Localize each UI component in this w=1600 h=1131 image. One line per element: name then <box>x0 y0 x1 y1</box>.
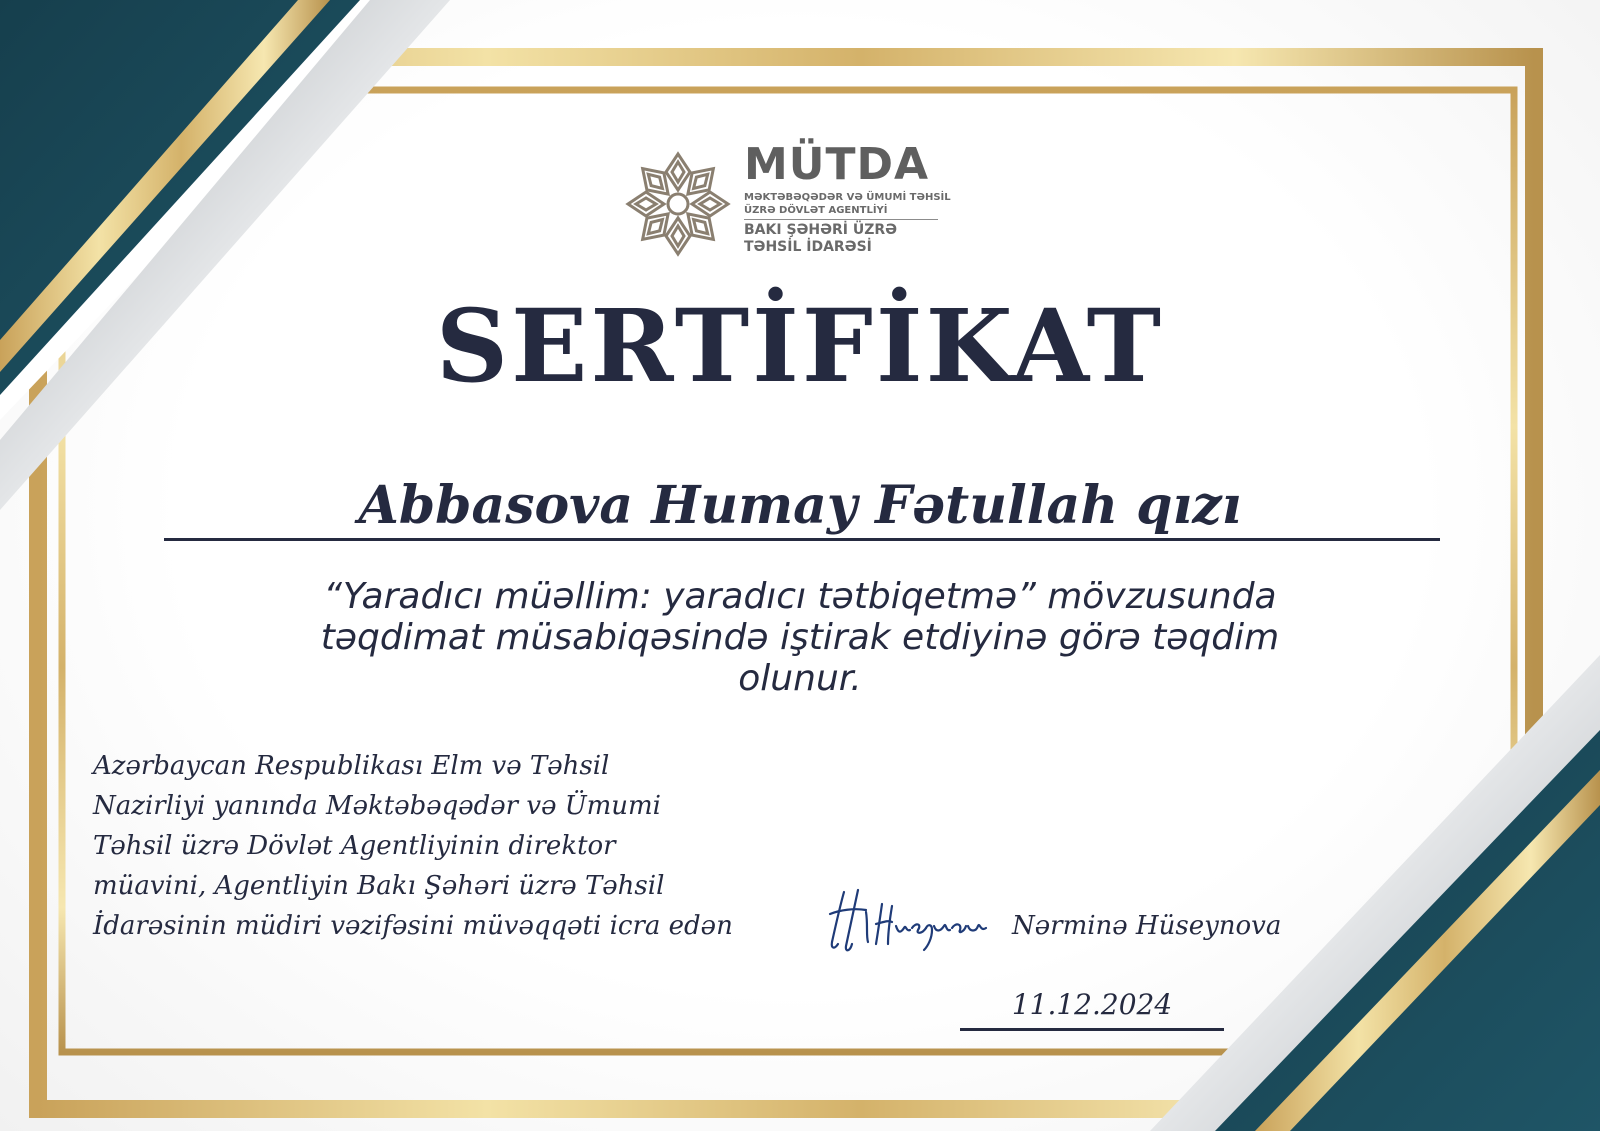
handwritten-signature <box>826 884 992 964</box>
logo-subtitle-line2: ÜZRƏ DÖVLƏT AGENTLİYİ <box>744 205 888 216</box>
recipient-underline <box>164 538 1440 541</box>
signer-position-line: müavini, Agentliyin Bakı Şəhəri üzrə Təhsil <box>93 871 665 901</box>
logo-subtitle-line3: BAKI ŞƏHƏRİ ÜZRƏ <box>744 222 898 238</box>
certificate-title: SERTİFİKAT <box>435 287 1165 405</box>
logo-title: MÜTDA <box>744 139 930 190</box>
logo-emblem-icon <box>622 148 734 260</box>
reason-line: təqdimat müsabiqəsində iştirak etdiyinə görə təqdim <box>320 617 1280 658</box>
signer-position-line: İdarəsinin müdiri vəzifəsini müvəqqəti icra edən <box>93 911 733 941</box>
logo-divider <box>744 219 938 220</box>
signer-position-line: Nazirliyi yanında Məktəbəqədər və Ümumi <box>93 791 662 821</box>
signer-position <box>93 746 733 946</box>
signer-name: Nərminə Hüseynova <box>1012 911 1282 941</box>
certificate-reason <box>200 576 1400 699</box>
reason-line: “Yaradıcı müəllim: yaradıcı tətbiqetmə” mövzusunda <box>323 576 1277 617</box>
logo-subtitle-line1: MƏKTƏBƏQƏDƏR VƏ ÜMUMİ TƏHSİL <box>744 192 951 203</box>
logo-subtitle-line4: TƏHSİL İDARƏSİ <box>744 239 872 255</box>
recipient-name: Abbasova Humay Fətullah qızı <box>358 475 1242 536</box>
reason-line: olunur. <box>738 658 862 699</box>
signer-position-line: Azərbaycan Respublikası Elm və Təhsil <box>93 751 610 781</box>
signer-position-line: Təhsil üzrə Dövlət Agentliyinin direktor <box>93 831 616 861</box>
certificate-date: 11.12.2024 <box>1011 988 1173 1021</box>
date-underline <box>960 1028 1224 1031</box>
agency-logo <box>622 139 952 260</box>
